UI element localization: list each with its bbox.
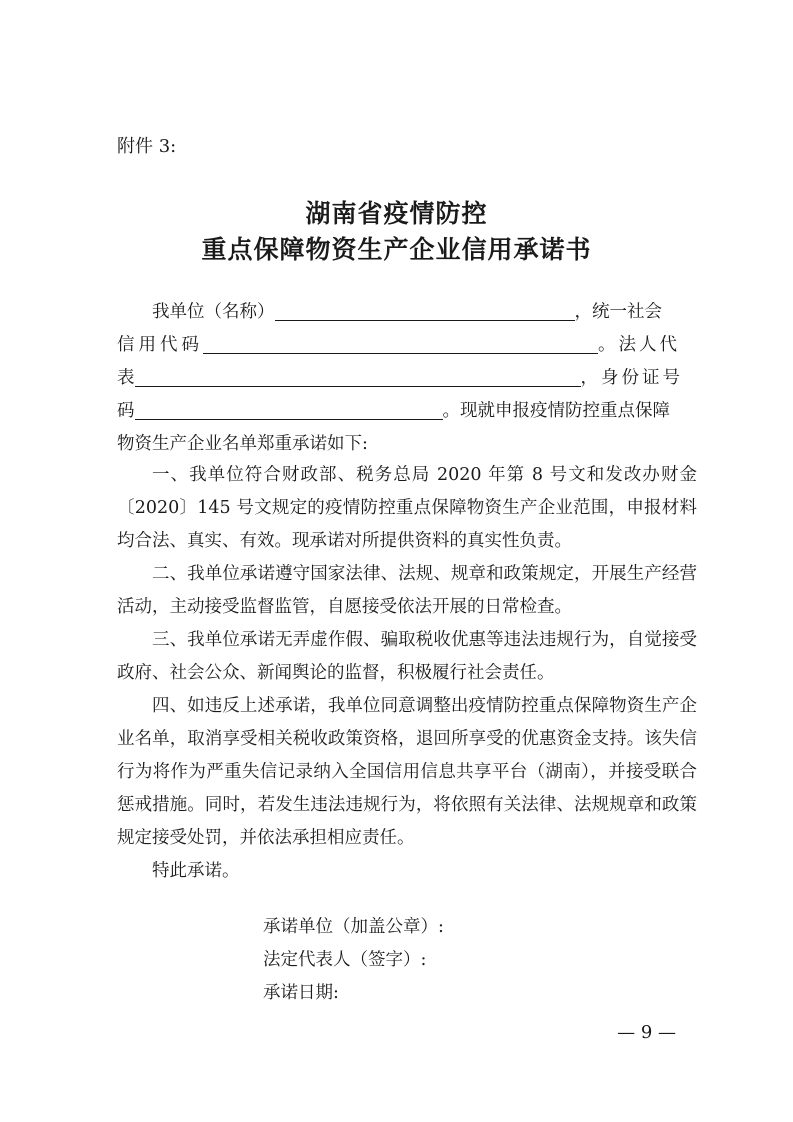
signature-unit: 承诺单位（加盖公章）: — [263, 917, 444, 937]
paragraph-1: 一、我单位符合财政部、税务总局 2020 年第 8 号文和发改办财金〔2020〕145 号文规定的疫情防控重点保障物资生产企业范围，申报材料均合法、真实、有效。现承诺对所提供资料的真实性负责。 — [117, 465, 697, 551]
form-row-intro: 物资生产企业名单郑重承诺如下: — [117, 434, 368, 454]
closing-statement: 特此承诺。 — [152, 861, 240, 881]
paragraph-2: 二、我单位承诺遵守国家法律、法规、规章和政策规定，开展生产经营活动，主动接受监督监管，自愿接受依法开展的日常检查。 — [117, 564, 697, 617]
signature-date: 承诺日期: — [263, 983, 339, 1003]
attachment-label: 附件 3: — [117, 136, 177, 157]
form-row-id-number — [117, 395, 697, 428]
title-line-2: 重点保障物资生产企业信用承诺书 — [201, 235, 592, 264]
form-row3-prefix: 表 — [117, 368, 135, 388]
paragraph-3: 三、我单位承诺无弄虚作假、骗取税收优惠等违法违规行为，自觉接受政府、社会公众、新闻舆论的监督，积极履行社会责任。 — [117, 630, 697, 683]
form-row2-suffix: 。法人代 — [598, 335, 680, 355]
form-row1-prefix: 我单位（名称） — [152, 302, 275, 322]
form-row-credit-code — [117, 329, 697, 362]
page-number: — 9 — — [617, 1022, 676, 1043]
form-row4-prefix: 码 — [117, 401, 135, 421]
paragraph-4: 四、如违反上述承诺，我单位同意调整出疫情防控重点保障物资生产企业名单，取消享受相关税收政策资格，退回所享受的优惠资金支持。该失信行为将作为严重失信记录纳入全国信用信息共享平台（湖南），并接受联合惩戒措施。同时，若发生违法违规行为，将依照有关法律、法规规章和政策规定接受处罚，并依法承担相应责任。 — [117, 696, 697, 848]
id-number-blank[interactable] — [135, 397, 443, 420]
title-line-1: 湖南省疫情防控 — [305, 199, 488, 228]
form-row1-suffix: ，统一社会 — [574, 302, 662, 322]
credit-code-blank[interactable] — [203, 331, 598, 354]
form-row-name — [152, 296, 697, 329]
legal-rep-blank[interactable] — [135, 364, 581, 387]
signature-legal-rep: 法定代表人（签字）: — [263, 950, 427, 970]
form-row3-suffix: ，身份证号 — [580, 368, 683, 388]
form-row2-prefix: 信用代码 — [117, 335, 203, 355]
form-row4-suffix: 。现就申报疫情防控重点保障 — [442, 401, 670, 421]
company-name-blank[interactable] — [275, 298, 575, 321]
form-row-legal-rep — [117, 362, 697, 395]
